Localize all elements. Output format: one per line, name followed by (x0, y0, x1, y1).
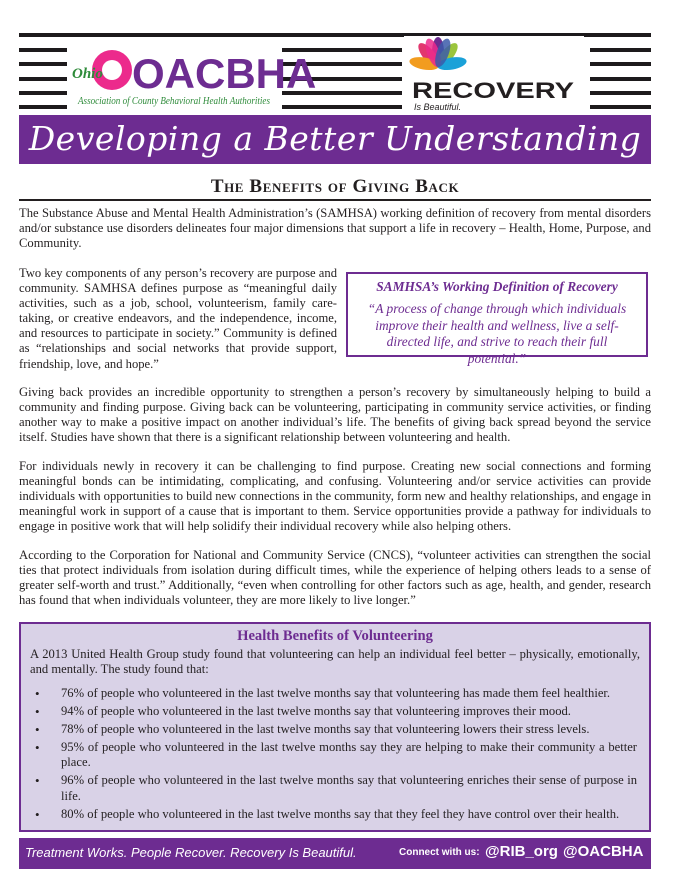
header-stripe (590, 48, 651, 52)
footer-bar (19, 838, 651, 869)
paragraph-intro: The Substance Abuse and Mental Health Administration’s (SAMHSA) working definition of recovery from mental disorders and/or substance use disorders delineates four major dimensions that support a life in recovery – Health, Home, Purpose, and Community. (19, 206, 651, 251)
definition-quote: “A process of change through which individuals improve their health and wellness, live a self-directed life, and strive to reach their full potential.” (367, 301, 627, 366)
header-stripe (19, 48, 67, 52)
recovery-tagline: Is Beautiful. (414, 102, 462, 112)
oacbha-tagline: Association of County Behavioral Health Authorities (77, 96, 271, 107)
recovery-logo (404, 36, 584, 116)
header-stripe (590, 105, 651, 109)
footer-connect-label: Connect with us: (399, 847, 480, 858)
samhsa-definition-box (346, 272, 648, 366)
header-stripe (19, 91, 67, 95)
footer-tagline: Treatment Works. People Recover. Recovery Is Beautiful. (25, 845, 357, 860)
header-stripe (590, 91, 651, 95)
header-stripe (282, 105, 402, 109)
oacbha-brand: OACBHA (132, 50, 317, 97)
article-title: The Benefits of Giving Back (210, 176, 460, 197)
health-benefits-list (21, 686, 637, 825)
list-item: • 78% of people who volunteered in the last twelve months say that volunteering lowers their stress levels. (21, 722, 637, 737)
oacbha-state: Ohio (72, 66, 103, 82)
health-benefits-intro: A 2013 United Health Group study found that volunteering can help an individual feel better – physically, emotionally, and mentally. The study found that: (30, 647, 640, 677)
title-divider (19, 199, 651, 201)
header-stripe (19, 77, 67, 81)
paragraph-giving-back: Giving back provides an incredible opportunity to strengthen a person’s recovery by simultaneously helping to build a community and finding purpose. Giving back can be volunteering, participating in community service activities, or finding another way to make a positive impact on another individual’s life. The benefits of giving back spread beyond the service itself. Studies have shown that there is a significant relationship between volunteering and health. (19, 385, 651, 445)
list-item: • 76% of people who volunteered in the last twelve months say that volunteering has made them feel healthier. (21, 686, 637, 701)
paragraph-new-recovery: For individuals newly in recovery it can be challenging to find purpose. Creating new social connections and forming meaningful bonds can be intimidating, complicating, and confusing. Volunteering and/or service activities can provide individuals with opportunities to build new connections in the community, form new and healthy relationships, and engage in meaningful work in support of a cause that is important to them. Service opportunities provide a pathway for individuals to engage in positive work that will help solidify their individual recovery while also helping others. (19, 459, 651, 534)
paragraph-cncs: According to the Corporation for National and Community Service (CNCS), “volunteer activities can strengthen the social ties that protect individuals from isolation during difficult times, while the experience of helping others leads to a sense of greater self-worth and trust.” Additionally, “even when controlling for other factors such as age, health, and gender, research has found that when individuals volunteer, they are more likely to live longer.” (19, 548, 651, 608)
list-item: • 94% of people who volunteered in the last twelve months say that volunteering improves their mood. (21, 704, 637, 719)
paragraph-purpose: Two key components of any person’s recovery are purpose and community. SAMHSA defines purpose as “meaningful daily activities, such as a job, school, volunteerism, family care-taking, or creative endeavors, and the independence, income, and resources to participate in society.” Community is defined as “relationships and social networks that provide support, friendship, love, and hope.” (19, 266, 337, 371)
definition-title: SAMHSA’s Working Definition of Recovery (376, 279, 618, 294)
health-benefits-box (19, 622, 651, 832)
list-item: • 95% of people who volunteered in the last twelve months say they are helping to make their community a better place. (21, 740, 637, 770)
header-stripe (590, 77, 651, 81)
list-item: • 96% of people who volunteered in the last twelve months say that volunteering enriches their sense of purpose in life. (21, 773, 637, 803)
footer-handle-rib[interactable]: @RIB_org (485, 843, 558, 860)
health-benefits-title: Health Benefits of Volunteering (237, 628, 433, 644)
recovery-brand: RECOVERY (412, 78, 575, 103)
oacbha-logo (68, 44, 317, 116)
list-item: • 80% of people who volunteered in the last twelve months say that they feel they have control over their health. (21, 807, 637, 822)
header-stripe (19, 105, 67, 109)
header-banner (19, 112, 651, 164)
banner-title: Developing a Better Understanding (28, 119, 642, 158)
footer-handle-oacbha[interactable]: @OACBHA (563, 843, 644, 860)
header-stripe (19, 62, 67, 66)
header-stripe (590, 62, 651, 66)
